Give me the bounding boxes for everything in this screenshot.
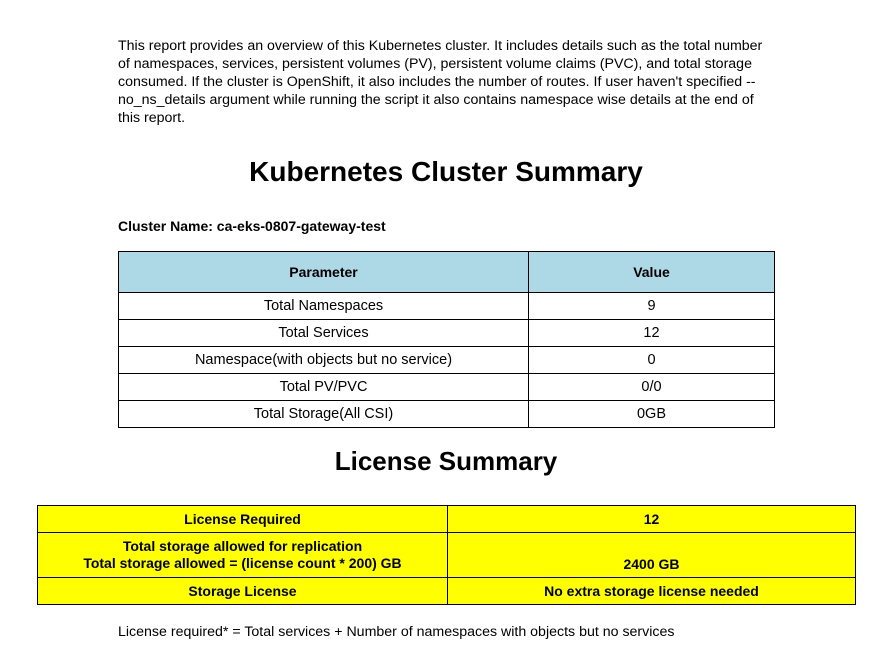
storage-license-value: No extra storage license needed xyxy=(448,578,856,605)
table-row xyxy=(119,320,775,347)
parameter-cell: Total Namespaces xyxy=(119,293,529,320)
storage-license-label: Storage License xyxy=(38,578,448,605)
value-cell: 0GB xyxy=(529,401,775,428)
storage-allowed-row xyxy=(38,533,856,578)
parameter-cell: Namespace(with objects but no service) xyxy=(119,347,529,374)
storage-license-row xyxy=(38,578,856,605)
page-title: Kubernetes Cluster Summary xyxy=(249,156,643,187)
license-summary-title: License Summary xyxy=(334,446,558,476)
table-row xyxy=(119,347,775,374)
value-cell: 0 xyxy=(529,347,775,374)
value-cell: 0/0 xyxy=(529,374,775,401)
value-cell: 9 xyxy=(529,293,775,320)
license-required-label: License Required xyxy=(38,506,448,533)
intro-paragraph: This report provides an overview of this Kubernetes cluster. It includes details such as the total number of namespaces, services, persistent volumes (PV), persistent volume claims (PVC), and total storage consumed. If the cluster is OpenShift, it also includes the number of routes. If user haven't specified --no_ns_details argument while running the script it also contains namespace wise details at the end of this report. xyxy=(118,38,763,126)
license-required-row xyxy=(38,506,856,533)
parameter-cell: Total PV/PVC xyxy=(119,374,529,401)
storage-allowed-label-line2: Total storage allowed = (license count * 200) GB xyxy=(83,555,402,571)
license-summary-table xyxy=(37,505,856,605)
license-footnote: License required* = Total services + Number of namespaces with objects but no services xyxy=(118,624,675,640)
table-row xyxy=(119,401,775,428)
cluster-name: Cluster Name: ca-eks-0807-gateway-test xyxy=(118,218,386,234)
column-header-parameter: Parameter xyxy=(119,252,529,293)
storage-allowed-label xyxy=(38,533,448,578)
cluster-summary-table xyxy=(118,251,775,428)
table-header-row xyxy=(119,252,775,293)
value-cell: 12 xyxy=(529,320,775,347)
storage-allowed-value: 2400 GB xyxy=(448,533,856,578)
parameter-cell: Total Storage(All CSI) xyxy=(119,401,529,428)
storage-allowed-label-line1: Total storage allowed for replication xyxy=(122,538,363,554)
license-required-value: 12 xyxy=(448,506,856,533)
parameter-cell: Total Services xyxy=(119,320,529,347)
table-row xyxy=(119,293,775,320)
table-row xyxy=(119,374,775,401)
column-header-value: Value xyxy=(529,252,775,293)
